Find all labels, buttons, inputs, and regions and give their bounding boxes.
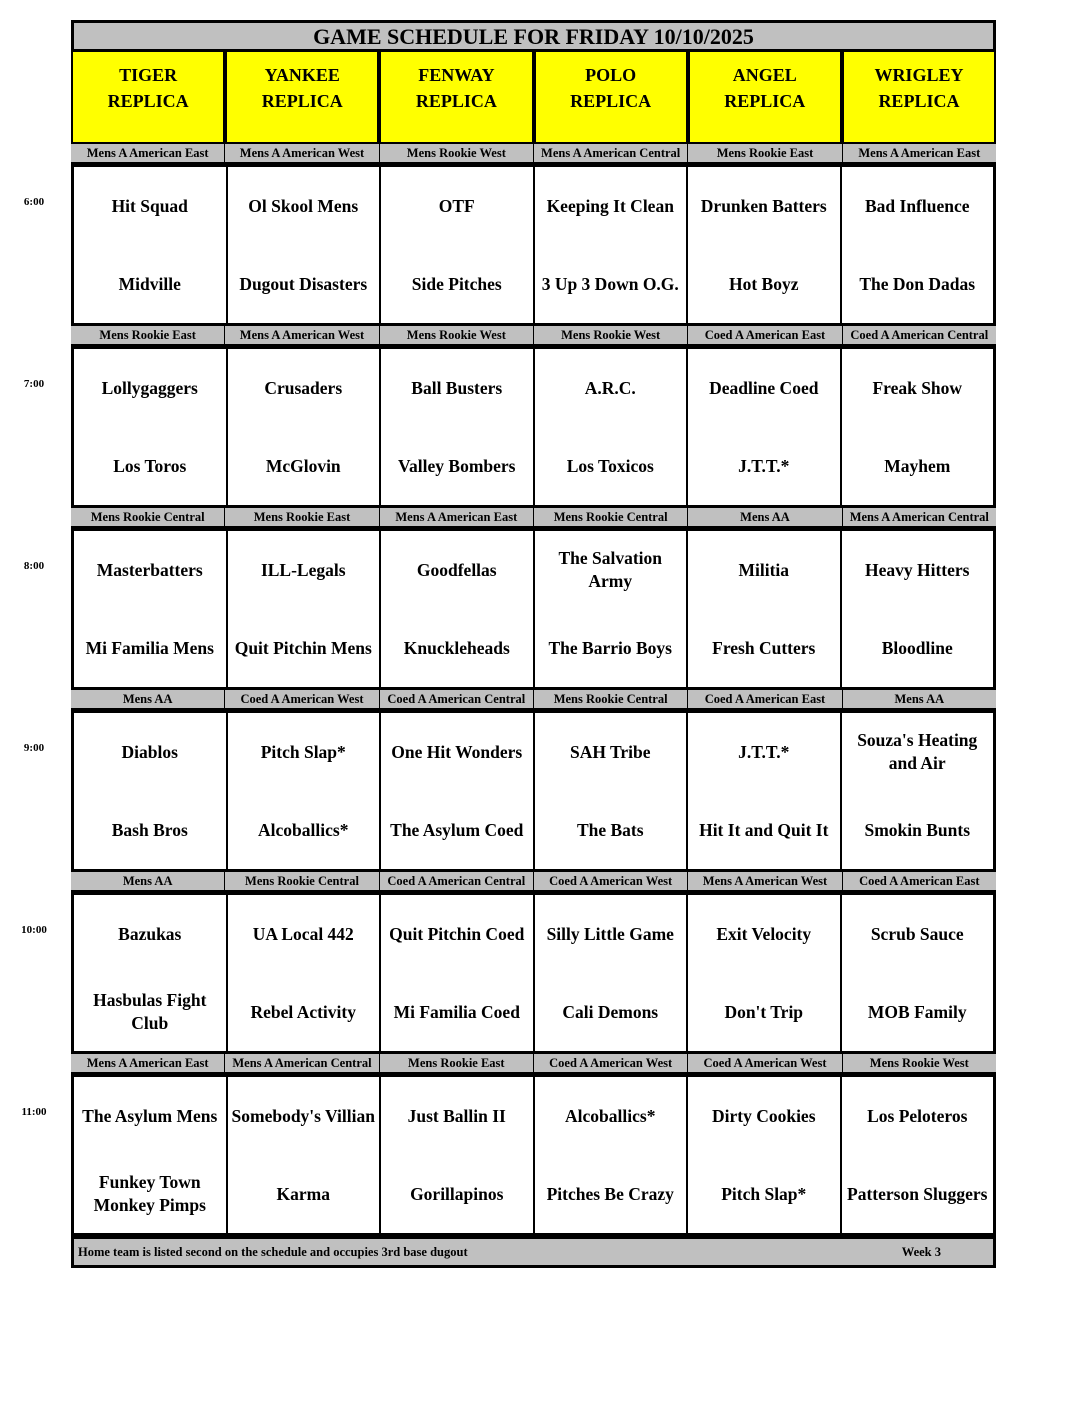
- time-label: 9:00: [23, 742, 45, 754]
- schedule-sheet: [21, 20, 996, 1268]
- away-team: SAH Tribe: [569, 741, 651, 762]
- division-label: Coed A American Central: [843, 326, 996, 346]
- away-team: Freak Show: [872, 377, 963, 398]
- home-team: J.T.T.*: [738, 455, 790, 476]
- time-slot: [23, 508, 996, 690]
- game-cell: [842, 713, 994, 869]
- field-sub: REPLICA: [724, 91, 806, 111]
- away-team: Drunken Batters: [700, 195, 827, 216]
- game-cell: [74, 1077, 228, 1233]
- away-team: Diablos: [121, 741, 178, 762]
- game-cell: [381, 531, 535, 687]
- division-label: Coed A American Central: [380, 690, 534, 710]
- away-team: Exit Velocity: [716, 923, 812, 944]
- away-team: OTF: [438, 195, 475, 216]
- home-team: Dugout Disasters: [239, 273, 368, 294]
- division-label: Coed A American Central: [380, 872, 534, 892]
- home-team: Funkey Town Monkey Pimps: [93, 1172, 206, 1215]
- game-row: [71, 710, 996, 872]
- game-cell: [535, 349, 689, 505]
- division-label: Mens Rookie Central: [71, 508, 225, 528]
- away-team: One Hit Wonders: [391, 741, 523, 762]
- home-team-note: Home team is listed second on the schedule and occupies 3rd base dugout: [78, 1245, 468, 1259]
- division-label: Coed A American West: [225, 690, 379, 710]
- away-team: Goodfellas: [416, 559, 497, 580]
- division-label: Coed A American West: [534, 1054, 688, 1074]
- field-header-wrigley: [842, 52, 996, 144]
- game-row: [71, 892, 996, 1054]
- home-team: The Don Dadas: [859, 273, 976, 294]
- division-label: Mens A American Central: [534, 144, 688, 164]
- division-label: Mens Rookie West: [843, 1054, 996, 1074]
- game-cell: [535, 1077, 689, 1233]
- division-row: [71, 690, 996, 710]
- time-slot: [21, 872, 996, 1054]
- home-team: Bloodline: [881, 637, 953, 658]
- division-label: Mens Rookie East: [225, 508, 379, 528]
- game-cell: [228, 167, 382, 323]
- week-label: Week 3: [901, 1245, 941, 1259]
- away-team: Ball Busters: [411, 377, 503, 398]
- game-cell: [842, 349, 994, 505]
- schedule-footer: [71, 1236, 996, 1268]
- away-team: Bad Influence: [864, 195, 970, 216]
- division-label: Mens Rookie West: [380, 326, 534, 346]
- time-label: 7:00: [23, 378, 45, 390]
- home-team: Bash Bros: [111, 819, 188, 840]
- field-name: POLO: [585, 65, 637, 85]
- game-cell: [688, 895, 842, 1051]
- away-team: Dirty Cookies: [711, 1105, 816, 1126]
- division-label: Mens Rookie West: [534, 326, 688, 346]
- division-label: Mens AA: [71, 690, 225, 710]
- field-name: WRIGLEY: [874, 65, 964, 85]
- home-team: Side Pitches: [411, 273, 502, 294]
- field-sub: REPLICA: [570, 91, 652, 111]
- game-cell: [381, 1077, 535, 1233]
- game-row: [71, 164, 996, 326]
- home-team: 3 Up 3 Down O.G.: [541, 273, 679, 294]
- schedule-title: GAME SCHEDULE FOR FRIDAY 10/10/2025: [71, 20, 996, 52]
- game-cell: [228, 713, 382, 869]
- game-cell: [688, 713, 842, 869]
- game-row: [71, 346, 996, 508]
- away-team: The Salvation Army: [558, 548, 663, 591]
- division-label: Mens Rookie Central: [225, 872, 379, 892]
- away-team: Quit Pitchin Coed: [389, 923, 525, 944]
- away-team: ILL-Legals: [260, 559, 346, 580]
- away-team: Los Peloteros: [867, 1105, 968, 1126]
- game-cell: [381, 895, 535, 1051]
- field-header-fenway: [379, 52, 533, 144]
- field-header-tiger: [71, 52, 225, 144]
- division-label: Mens AA: [688, 508, 842, 528]
- division-label: Mens Rookie East: [380, 1054, 534, 1074]
- division-label: Mens Rookie Central: [534, 690, 688, 710]
- away-team: Hit Squad: [111, 195, 188, 216]
- away-team: Lollygaggers: [101, 377, 198, 398]
- time-label: 8:00: [23, 560, 45, 572]
- away-team: UA Local 442: [252, 923, 354, 944]
- time-slot: [21, 1054, 996, 1236]
- division-row: [71, 508, 996, 528]
- home-team: Gorillapinos: [410, 1183, 504, 1204]
- division-label: Mens A American East: [71, 1054, 225, 1074]
- home-team: McGlovin: [265, 455, 341, 476]
- home-team: Fresh Cutters: [712, 637, 816, 658]
- home-team: Hit It and Quit It: [699, 819, 829, 840]
- division-label: Coed A American West: [534, 872, 688, 892]
- game-cell: [688, 1077, 842, 1233]
- field-header-row: [71, 52, 996, 144]
- game-row: [71, 528, 996, 690]
- field-sub: REPLICA: [415, 91, 497, 111]
- division-label: Mens A American West: [225, 144, 379, 164]
- home-team: Cali Demons: [562, 1001, 659, 1022]
- game-cell: [228, 349, 382, 505]
- game-cell: [228, 531, 382, 687]
- game-cell: [74, 895, 228, 1051]
- field-header-yankee: [225, 52, 379, 144]
- division-label: Mens Rookie East: [71, 326, 225, 346]
- game-cell: [228, 895, 382, 1051]
- division-row: [71, 144, 996, 164]
- home-team: Mayhem: [884, 455, 951, 476]
- division-row: [71, 326, 996, 346]
- home-team: Pitch Slap*: [721, 1183, 807, 1204]
- division-row: [71, 1054, 996, 1074]
- division-label: Mens A American West: [225, 326, 379, 346]
- time-slot: [23, 144, 996, 326]
- division-label: Coed A American East: [688, 326, 842, 346]
- division-label: Mens Rookie West: [380, 144, 534, 164]
- away-team: Souza's Heating and Air: [857, 730, 978, 773]
- division-label: Coed A American East: [688, 690, 842, 710]
- game-cell: [381, 349, 535, 505]
- away-team: Pitch Slap*: [260, 741, 346, 762]
- away-team: Just Ballin II: [407, 1105, 506, 1126]
- game-cell: [74, 531, 228, 687]
- division-label: Coed A American East: [843, 872, 996, 892]
- away-team: Keeping It Clean: [546, 195, 674, 216]
- home-team: Patterson Sluggers: [847, 1183, 988, 1204]
- division-label: Mens Rookie East: [688, 144, 842, 164]
- away-team: J.T.T.*: [738, 741, 790, 762]
- field-name: TIGER: [119, 65, 178, 85]
- field-sub: REPLICA: [107, 91, 189, 111]
- game-cell: [688, 531, 842, 687]
- away-team: Bazukas: [118, 923, 182, 944]
- away-team: The Asylum Mens: [82, 1105, 218, 1126]
- home-team: The Asylum Coed: [390, 819, 524, 840]
- division-label: Mens A American East: [843, 144, 996, 164]
- field-header-polo: [534, 52, 688, 144]
- field-sub: REPLICA: [878, 91, 960, 111]
- home-team: Knuckleheads: [403, 637, 510, 658]
- away-team: Heavy Hitters: [865, 559, 970, 580]
- time-label: 6:00: [23, 196, 45, 208]
- away-team: Masterbatters: [96, 559, 203, 580]
- game-cell: [688, 349, 842, 505]
- game-cell: [842, 895, 994, 1051]
- division-label: Mens A American West: [688, 872, 842, 892]
- away-team: Scrub Sauce: [870, 923, 964, 944]
- division-label: Mens AA: [843, 690, 996, 710]
- home-team: MOB Family: [867, 1001, 967, 1022]
- home-team: Hot Boyz: [728, 273, 799, 294]
- field-name: YANKEE: [264, 65, 340, 85]
- home-team: Mi Familia Mens: [85, 637, 214, 658]
- division-label: Coed A American West: [688, 1054, 842, 1074]
- division-label: Mens A American East: [380, 508, 534, 528]
- game-cell: [688, 167, 842, 323]
- game-cell: [74, 167, 228, 323]
- game-cell: [381, 167, 535, 323]
- game-cell: [535, 895, 689, 1051]
- home-team: Los Toros: [113, 455, 187, 476]
- game-cell: [842, 1077, 994, 1233]
- home-team: Los Toxicos: [566, 455, 654, 476]
- time-slot: [23, 326, 996, 508]
- home-team: Midville: [118, 273, 181, 294]
- home-team: Valley Bombers: [398, 455, 516, 476]
- field-sub: REPLICA: [261, 91, 343, 111]
- home-team: Smokin Bunts: [864, 819, 971, 840]
- division-label: Mens Rookie Central: [534, 508, 688, 528]
- game-cell: [842, 531, 994, 687]
- away-team: Militia: [738, 559, 790, 580]
- home-team: Karma: [276, 1183, 330, 1204]
- division-label: Mens A American Central: [843, 508, 996, 528]
- game-cell: [535, 531, 689, 687]
- time-slots: [21, 144, 996, 1236]
- away-team: Deadline Coed: [709, 377, 819, 398]
- home-team: Pitches Be Crazy: [546, 1183, 674, 1204]
- game-row: [71, 1074, 996, 1236]
- away-team: A.R.C.: [584, 377, 636, 398]
- home-team: The Bats: [576, 819, 644, 840]
- game-cell: [381, 713, 535, 869]
- home-team: Quit Pitchin Mens: [234, 637, 372, 658]
- home-team: Hasbulas Fight Club: [93, 990, 207, 1033]
- game-cell: [535, 713, 689, 869]
- home-team: The Barrio Boys: [548, 637, 672, 658]
- game-cell: [74, 349, 228, 505]
- division-label: Mens A American East: [71, 144, 225, 164]
- away-team: Alcoballics*: [565, 1105, 656, 1126]
- game-cell: [74, 713, 228, 869]
- field-name: FENWAY: [418, 65, 495, 85]
- home-team: Mi Familia Coed: [393, 1001, 520, 1022]
- away-team: Crusaders: [264, 377, 343, 398]
- field-header-angel: [688, 52, 842, 144]
- away-team: Somebody's Villian: [231, 1105, 375, 1126]
- game-cell: [535, 167, 689, 323]
- game-cell: [842, 167, 994, 323]
- division-label: Mens A American Central: [225, 1054, 379, 1074]
- home-team: Alcoballics*: [258, 819, 349, 840]
- time-label: 11:00: [21, 1106, 47, 1118]
- home-team: Rebel Activity: [250, 1001, 356, 1022]
- home-team: Don't Trip: [724, 1001, 804, 1022]
- away-team: Ol Skool Mens: [248, 195, 359, 216]
- division-label: Mens AA: [71, 872, 225, 892]
- game-cell: [228, 1077, 382, 1233]
- time-slot: [23, 690, 996, 872]
- away-team: Silly Little Game: [546, 923, 674, 944]
- field-name: ANGEL: [732, 65, 797, 85]
- time-label: 10:00: [21, 924, 47, 936]
- division-row: [71, 872, 996, 892]
